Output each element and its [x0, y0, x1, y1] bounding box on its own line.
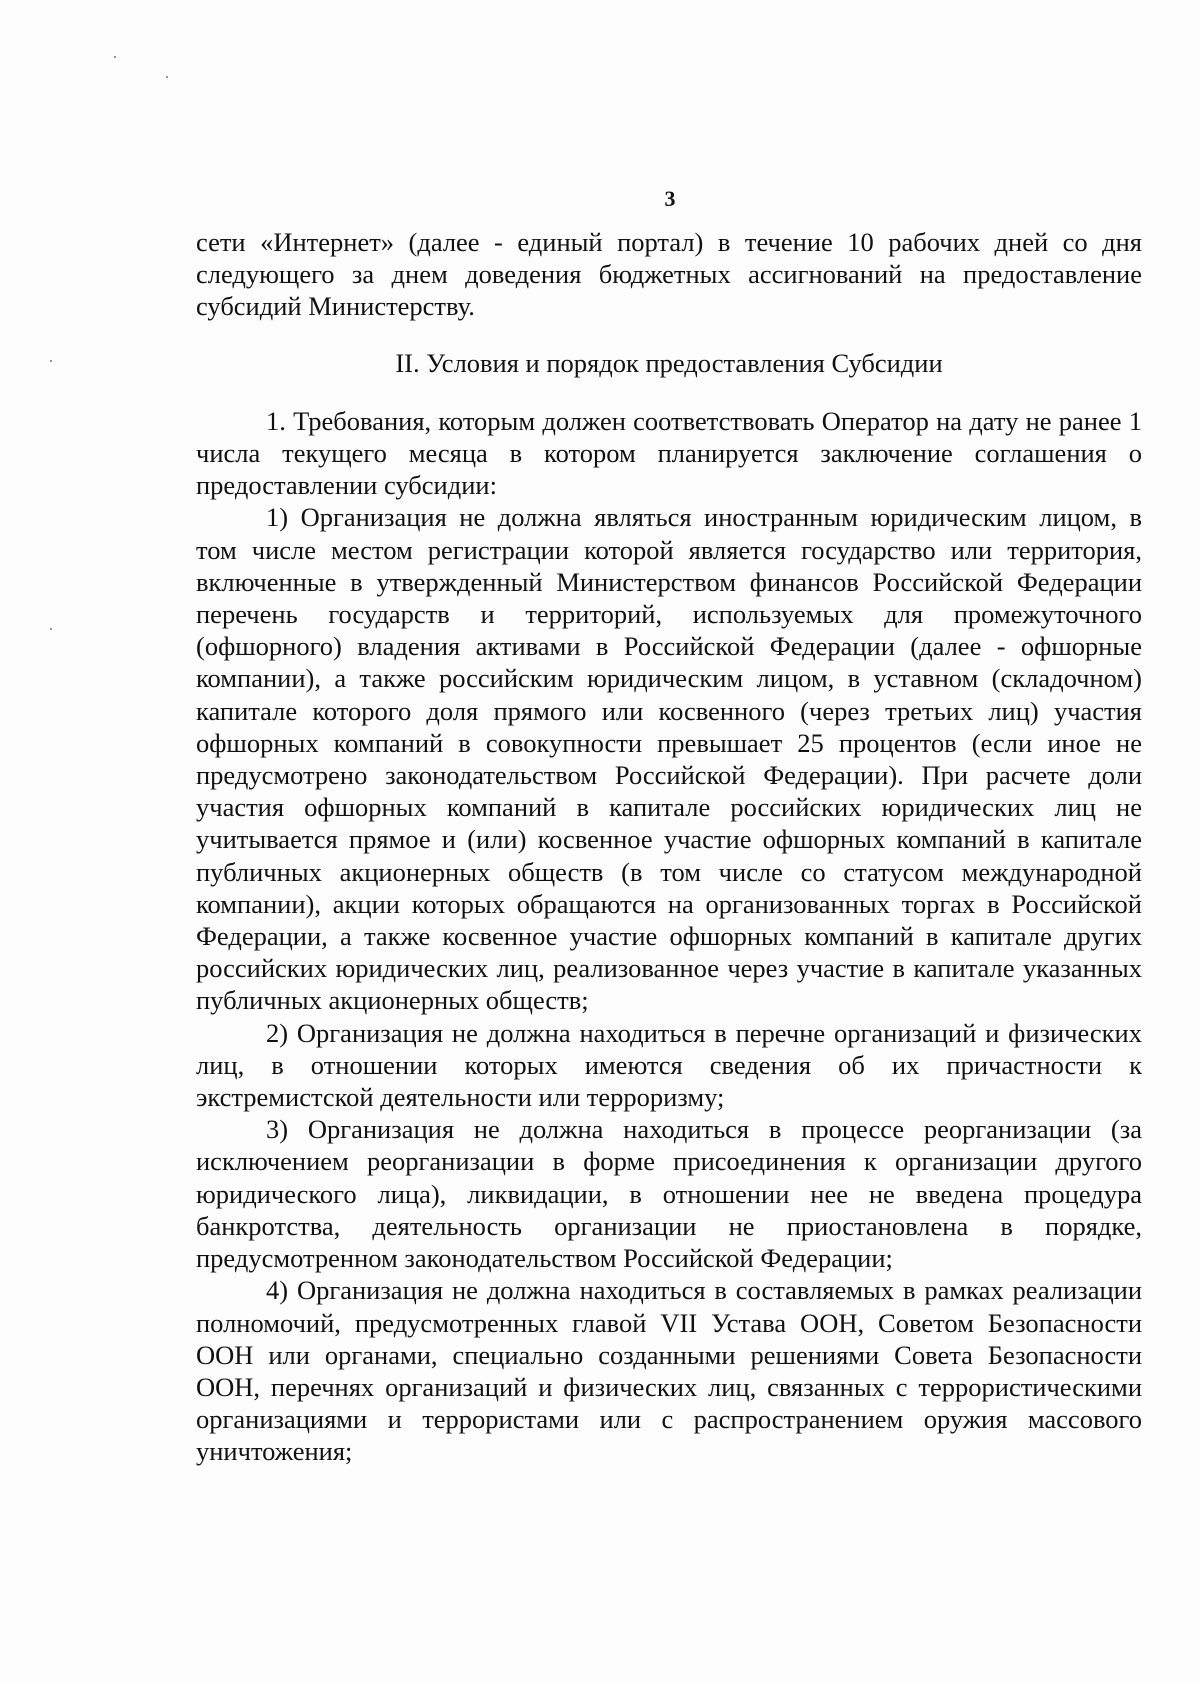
- scan-speck: [166, 76, 168, 78]
- list-item-3: 3) Организация не должна находиться в процессе реорганизации (за исключением реорганизации в форме присоединения к организации другого юридического лица), ликвидации, в отношении нее не введена процедура банкротства, деятельность организации не приостановлена в порядке, предусмотренном законодательством Российской Федерации;: [196, 1114, 1142, 1274]
- list-item-4: 4) Организация не должна находиться в составляемых в рамках реализации полномочий, предусмотренных главой VII Устава ООН, Советом Безопасности ООН или органами, специально созданными решениями Совета Безопасности ООН, перечнях организаций и физических лиц, связанных с террористическими организациями и террористами или с распространением оружия массового уничтожения;: [196, 1275, 1142, 1467]
- intro-paragraph: сети «Интернет» (далее - единый портал) в течение 10 рабочих дней со дня следующего за днем доведения бюджетных ассигнований на предоставление субсидий Министерству.: [196, 227, 1142, 322]
- scan-speck: [114, 56, 116, 58]
- section-heading: II. Условия и порядок предоставления Субсидии: [395, 347, 943, 378]
- list-item-2: 2) Организация не должна находиться в перечне организаций и физических лиц, в отношении которых имеются сведения об их причастности к экстремистской деятельности или терроризму;: [196, 1017, 1142, 1113]
- clause-1: 1. Требования, которым должен соответствовать Оператор на дату не ранее 1 числа текущего месяца в котором планируется заключение соглашения о предоставлении субсидии:: [196, 405, 1142, 501]
- page-number: 3: [664, 186, 676, 211]
- scan-speck: [50, 628, 52, 630]
- scan-speck: [50, 360, 52, 362]
- document-body: [196, 226, 1142, 1468]
- list-item-1: 1) Организация не должна являться иностранным юридическим лицом, в том числе местом регистрации которой является государство или территория, включенные в утвержденный Министерством финансов Российской Федерации перечень государств и территорий, используемых для промежуточного (офшорного) владения активами в Российской Федерации (далее - офшорные компании), а также российским юридическим лицом, в уставном (складочном) капитале которого доля прямого или косвенного (через третьих лиц) участия офшорных компаний в совокупности превышает 25 процентов (если иное не предусмотрено законодательством Российской Федерации). При расчете доли участия офшорных компаний в капитале российских юридических лиц не учитывается прямое и (или) косвенное участие офшорных компаний в капитале публичных акционерных обществ (в том числе со статусом международной компании), акции которых обращаются на организованных торгах в Российской Федерации, а также косвенное участие офшорных компаний в капитале других российских юридических лиц, реализованное через участие в капитале указанных публичных акционерных обществ;: [196, 502, 1142, 1016]
